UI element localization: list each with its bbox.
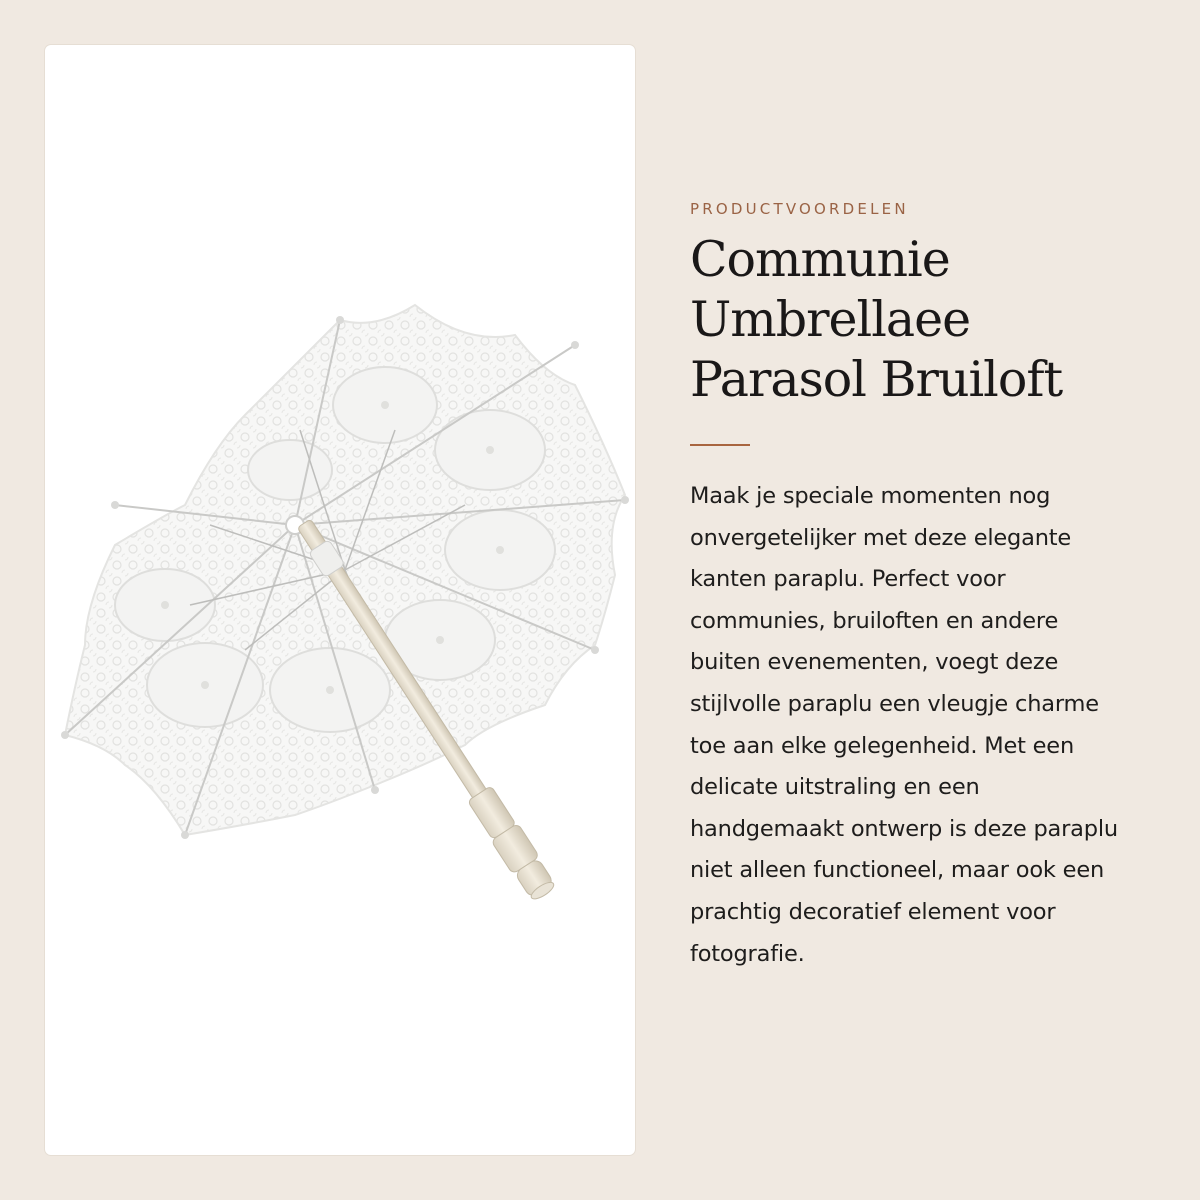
title-divider — [690, 444, 750, 446]
white-lace-parasol-icon — [45, 45, 635, 1155]
product-title: Communie Umbrellaee Parasol Bruiloft — [690, 231, 1063, 408]
product-image-card — [45, 45, 635, 1155]
product-description: Maak je speciale momenten nog onvergetelijker met deze elegante kanten paraplu. Perfect voor communies, bruiloften en andere buiten evenementen, voegt deze stijlvolle paraplu een vleugje charme toe aan elke gelegenheid. Met een delicate uitstraling en een handgemaakt ontwerp is deze paraplu niet alleen functioneel, maar ook een prachtig decoratief element voor fotografie. — [690, 483, 1118, 967]
product-benefits-section — [690, 200, 1150, 975]
section-eyebrow: PRODUCTVOORDELEN — [690, 200, 909, 218]
